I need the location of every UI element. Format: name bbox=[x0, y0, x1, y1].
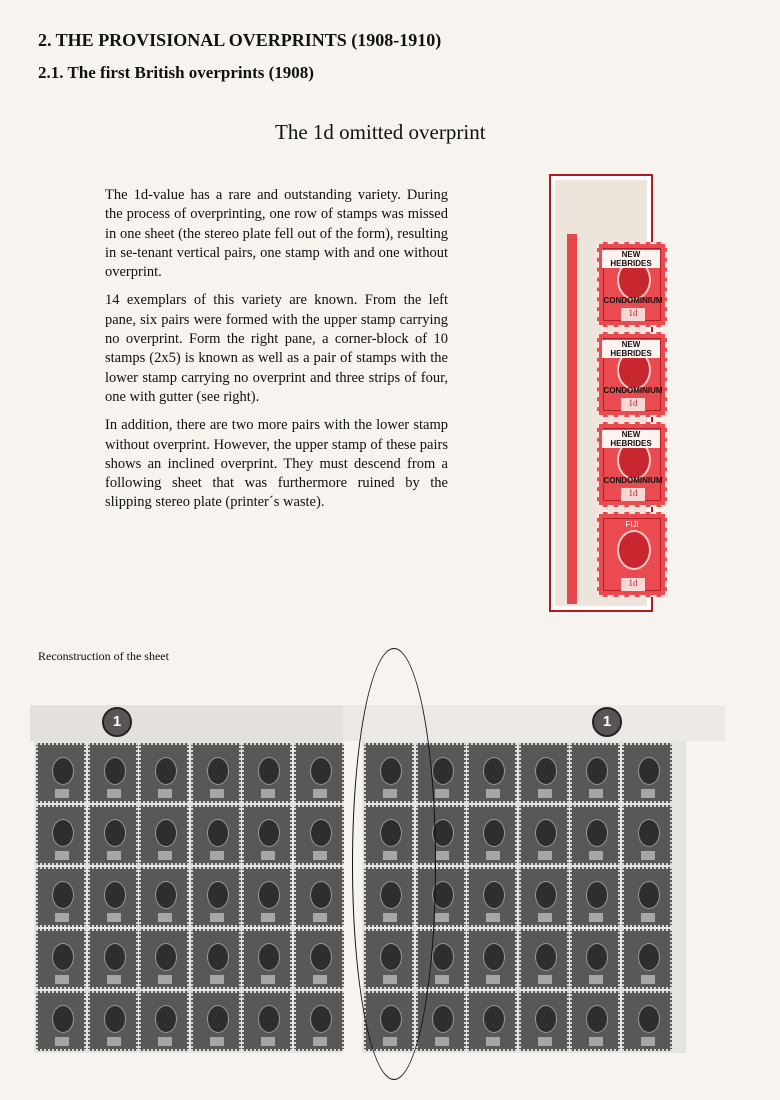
portrait-oval bbox=[483, 1005, 505, 1033]
sheet-stamp bbox=[519, 929, 569, 989]
value-tablet bbox=[158, 913, 172, 922]
value-tablet bbox=[435, 789, 449, 798]
value-tablet bbox=[486, 913, 500, 922]
sheet-stamp bbox=[467, 867, 517, 927]
value-tablet bbox=[261, 851, 275, 860]
paragraph-2: 14 exemplars of this variety are known. From the left pane, six pairs were formed with the upper stamp carrying no overprint. Form the right pane, a corner-block of 10 stamps (2x5) is known as well as a pair of stamps with the lower stamp carrying no overprint and three strips of four, one with gutter (see right). bbox=[105, 292, 448, 405]
value-tablet: 1d bbox=[621, 398, 645, 411]
sheet-stamp bbox=[88, 929, 138, 989]
sheet-stamp bbox=[622, 805, 672, 865]
portrait-oval bbox=[617, 530, 651, 570]
strip-stamp-3 bbox=[597, 422, 667, 507]
sheet-stamp bbox=[36, 743, 86, 803]
sheet-stamp bbox=[294, 805, 344, 865]
portrait-oval bbox=[207, 943, 229, 971]
portrait-oval bbox=[207, 757, 229, 785]
strip-stamp-2 bbox=[597, 332, 667, 417]
value-tablet bbox=[313, 975, 327, 984]
overprint-bottom: CONDOMINIUM bbox=[603, 296, 663, 305]
portrait-oval bbox=[310, 881, 332, 909]
value-tablet bbox=[158, 851, 172, 860]
value-tablet bbox=[486, 789, 500, 798]
plate-number-left: 1 bbox=[102, 707, 132, 737]
portrait-oval bbox=[638, 943, 660, 971]
portrait-oval bbox=[104, 757, 126, 785]
sheet-stamp bbox=[36, 991, 86, 1051]
value-tablet bbox=[261, 975, 275, 984]
value-tablet bbox=[538, 1037, 552, 1046]
sheet-stamp bbox=[139, 991, 189, 1051]
value-tablet bbox=[486, 975, 500, 984]
value-tablet bbox=[210, 851, 224, 860]
sheet-stamp bbox=[519, 743, 569, 803]
portrait-oval bbox=[258, 819, 280, 847]
value-tablet bbox=[486, 851, 500, 860]
sheet-stamp bbox=[570, 867, 620, 927]
sheet-stamp bbox=[242, 929, 292, 989]
portrait-oval bbox=[586, 881, 608, 909]
value-tablet bbox=[210, 789, 224, 798]
portrait-oval bbox=[52, 943, 74, 971]
sheet-stamp bbox=[36, 867, 86, 927]
value-tablet bbox=[641, 975, 655, 984]
portrait-oval bbox=[638, 819, 660, 847]
value-tablet bbox=[107, 851, 121, 860]
portrait-oval bbox=[155, 881, 177, 909]
value-tablet bbox=[641, 851, 655, 860]
sheet-stamp bbox=[242, 991, 292, 1051]
value-tablet bbox=[210, 913, 224, 922]
value-tablet bbox=[538, 913, 552, 922]
value-tablet bbox=[641, 1037, 655, 1046]
body-text bbox=[105, 186, 448, 522]
portrait-oval bbox=[483, 757, 505, 785]
sheet-stamp bbox=[622, 929, 672, 989]
portrait-oval bbox=[310, 819, 332, 847]
sheet-stamp bbox=[467, 743, 517, 803]
value-tablet bbox=[313, 851, 327, 860]
section-title: The 1d omitted overprint bbox=[275, 120, 486, 144]
value-tablet bbox=[313, 1037, 327, 1046]
strip-stamp-1 bbox=[597, 242, 667, 327]
sheet-stamp bbox=[519, 805, 569, 865]
portrait-oval bbox=[310, 757, 332, 785]
portrait-oval bbox=[258, 943, 280, 971]
value-tablet bbox=[158, 975, 172, 984]
heading-main: 2. THE PROVISIONAL OVERPRINTS (1908-1910) bbox=[38, 30, 442, 50]
portrait-oval bbox=[52, 881, 74, 909]
value-tablet bbox=[210, 975, 224, 984]
sheet-stamp bbox=[242, 805, 292, 865]
sheet-stamp bbox=[467, 805, 517, 865]
sheet-stamp bbox=[191, 929, 241, 989]
sheet-stamp bbox=[191, 867, 241, 927]
value-tablet bbox=[313, 789, 327, 798]
value-tablet bbox=[486, 1037, 500, 1046]
value-tablet bbox=[538, 789, 552, 798]
strip-stamp-4 bbox=[597, 512, 667, 597]
value-tablet bbox=[55, 1037, 69, 1046]
portrait-oval bbox=[432, 1005, 454, 1033]
portrait-oval bbox=[483, 881, 505, 909]
portrait-oval bbox=[104, 881, 126, 909]
value-tablet bbox=[261, 1037, 275, 1046]
value-tablet bbox=[435, 1037, 449, 1046]
portrait-oval bbox=[155, 943, 177, 971]
overprint-bottom: CONDOMINIUM bbox=[603, 476, 663, 485]
sheet-stamp bbox=[570, 743, 620, 803]
highlight-ellipse bbox=[352, 648, 436, 1080]
plate-number-right: 1 bbox=[592, 707, 622, 737]
overprint-bottom: CONDOMINIUM bbox=[603, 386, 663, 395]
portrait-oval bbox=[52, 819, 74, 847]
sheet-stamp bbox=[191, 805, 241, 865]
value-tablet bbox=[107, 913, 121, 922]
value-tablet bbox=[55, 851, 69, 860]
portrait-oval bbox=[52, 1005, 74, 1033]
fiji-label: FIJI bbox=[625, 520, 639, 529]
portrait-oval bbox=[483, 819, 505, 847]
portrait-oval bbox=[310, 1005, 332, 1033]
sheet-stamp bbox=[88, 805, 138, 865]
overprint-top: NEW HEBRIDES bbox=[602, 340, 660, 358]
sheet-stamp bbox=[467, 991, 517, 1051]
value-tablet bbox=[589, 913, 603, 922]
portrait-oval bbox=[535, 881, 557, 909]
value-tablet bbox=[435, 975, 449, 984]
value-tablet bbox=[210, 1037, 224, 1046]
sheet-stamp bbox=[242, 743, 292, 803]
portrait-oval bbox=[155, 757, 177, 785]
value-tablet bbox=[55, 789, 69, 798]
sheet-stamp bbox=[139, 743, 189, 803]
value-tablet bbox=[261, 913, 275, 922]
portrait-oval bbox=[207, 1005, 229, 1033]
sheet-stamp bbox=[242, 867, 292, 927]
paragraph-3: In addition, there are two more pairs with the lower stamp without overprint. However, the upper stamp of these pairs shows an inclined overprint. They must descend from a following sheet that was furthermore ruined by the slipping stereo plate (printer´s waste). bbox=[105, 417, 448, 511]
portrait-oval bbox=[432, 943, 454, 971]
sheet-stamp bbox=[191, 991, 241, 1051]
portrait-oval bbox=[310, 943, 332, 971]
value-tablet: 1d bbox=[621, 488, 645, 501]
portrait-oval bbox=[207, 819, 229, 847]
value-tablet bbox=[641, 789, 655, 798]
sheet-stamp bbox=[88, 991, 138, 1051]
portrait-oval bbox=[638, 757, 660, 785]
portrait-oval bbox=[258, 881, 280, 909]
sheet-stamp bbox=[36, 805, 86, 865]
portrait-oval bbox=[535, 757, 557, 785]
sheet-stamp bbox=[570, 929, 620, 989]
sheet-stamp bbox=[622, 743, 672, 803]
value-tablet bbox=[261, 789, 275, 798]
value-tablet bbox=[538, 851, 552, 860]
value-tablet bbox=[55, 975, 69, 984]
portrait-oval bbox=[52, 757, 74, 785]
portrait-oval bbox=[483, 943, 505, 971]
sheet-stamp bbox=[519, 867, 569, 927]
overprint-top: NEW HEBRIDES bbox=[602, 250, 660, 268]
sheet-stamp bbox=[467, 929, 517, 989]
left-pane bbox=[34, 741, 343, 1053]
value-tablet bbox=[107, 1037, 121, 1046]
sheet-stamp bbox=[519, 991, 569, 1051]
sheet-stamp bbox=[294, 867, 344, 927]
value-tablet bbox=[107, 975, 121, 984]
sheet-stamp bbox=[294, 743, 344, 803]
portrait-oval bbox=[638, 881, 660, 909]
value-tablet bbox=[589, 975, 603, 984]
value-tablet bbox=[313, 913, 327, 922]
value-tablet: 1d bbox=[621, 578, 645, 591]
portrait-oval bbox=[535, 1005, 557, 1033]
value-tablet bbox=[107, 789, 121, 798]
sheet-stamp bbox=[191, 743, 241, 803]
portrait-oval bbox=[155, 1005, 177, 1033]
sheet-stamp bbox=[139, 805, 189, 865]
sheet-stamp bbox=[88, 743, 138, 803]
portrait-oval bbox=[638, 1005, 660, 1033]
portrait-oval bbox=[104, 819, 126, 847]
value-tablet bbox=[158, 789, 172, 798]
value-tablet bbox=[641, 913, 655, 922]
portrait-oval bbox=[586, 1005, 608, 1033]
overprint-top: NEW HEBRIDES bbox=[602, 430, 660, 448]
sheet-stamp bbox=[622, 991, 672, 1051]
portrait-oval bbox=[586, 943, 608, 971]
sheet-stamp bbox=[294, 991, 344, 1051]
value-tablet bbox=[435, 851, 449, 860]
value-tablet bbox=[589, 851, 603, 860]
paragraph-1: The 1d-value has a rare and outstanding variety. During the process of overprinting, one row of stamps was missed in one sheet (the stereo plate fell out of the form), resulting in se-tenant vertical pairs, one stamp with and one without overprint. bbox=[105, 187, 448, 281]
value-tablet bbox=[55, 913, 69, 922]
portrait-oval bbox=[155, 819, 177, 847]
value-tablet bbox=[538, 975, 552, 984]
sheet-stamp bbox=[622, 867, 672, 927]
portrait-oval bbox=[586, 819, 608, 847]
portrait-oval bbox=[104, 943, 126, 971]
portrait-oval bbox=[535, 819, 557, 847]
portrait-oval bbox=[535, 943, 557, 971]
reconstruction-label: Reconstruction of the sheet bbox=[38, 649, 169, 663]
portrait-oval bbox=[207, 881, 229, 909]
portrait-oval bbox=[586, 757, 608, 785]
portrait-oval bbox=[104, 1005, 126, 1033]
value-tablet bbox=[589, 1037, 603, 1046]
heading-sub: 2.1. The first British overprints (1908) bbox=[38, 63, 314, 82]
sheet-stamp bbox=[570, 805, 620, 865]
sheet-stamp bbox=[139, 867, 189, 927]
left-sheet-margin bbox=[30, 705, 343, 741]
gutter-bar bbox=[567, 234, 577, 604]
sheet-stamp bbox=[139, 929, 189, 989]
value-tablet: 1d bbox=[621, 308, 645, 321]
value-tablet bbox=[435, 913, 449, 922]
value-tablet bbox=[158, 1037, 172, 1046]
sheet-stamp bbox=[294, 929, 344, 989]
portrait-oval bbox=[258, 1005, 280, 1033]
portrait-oval bbox=[258, 757, 280, 785]
sheet-stamp bbox=[570, 991, 620, 1051]
sheet-stamp bbox=[36, 929, 86, 989]
value-tablet bbox=[589, 789, 603, 798]
sheet-stamp bbox=[88, 867, 138, 927]
portrait-oval bbox=[432, 757, 454, 785]
